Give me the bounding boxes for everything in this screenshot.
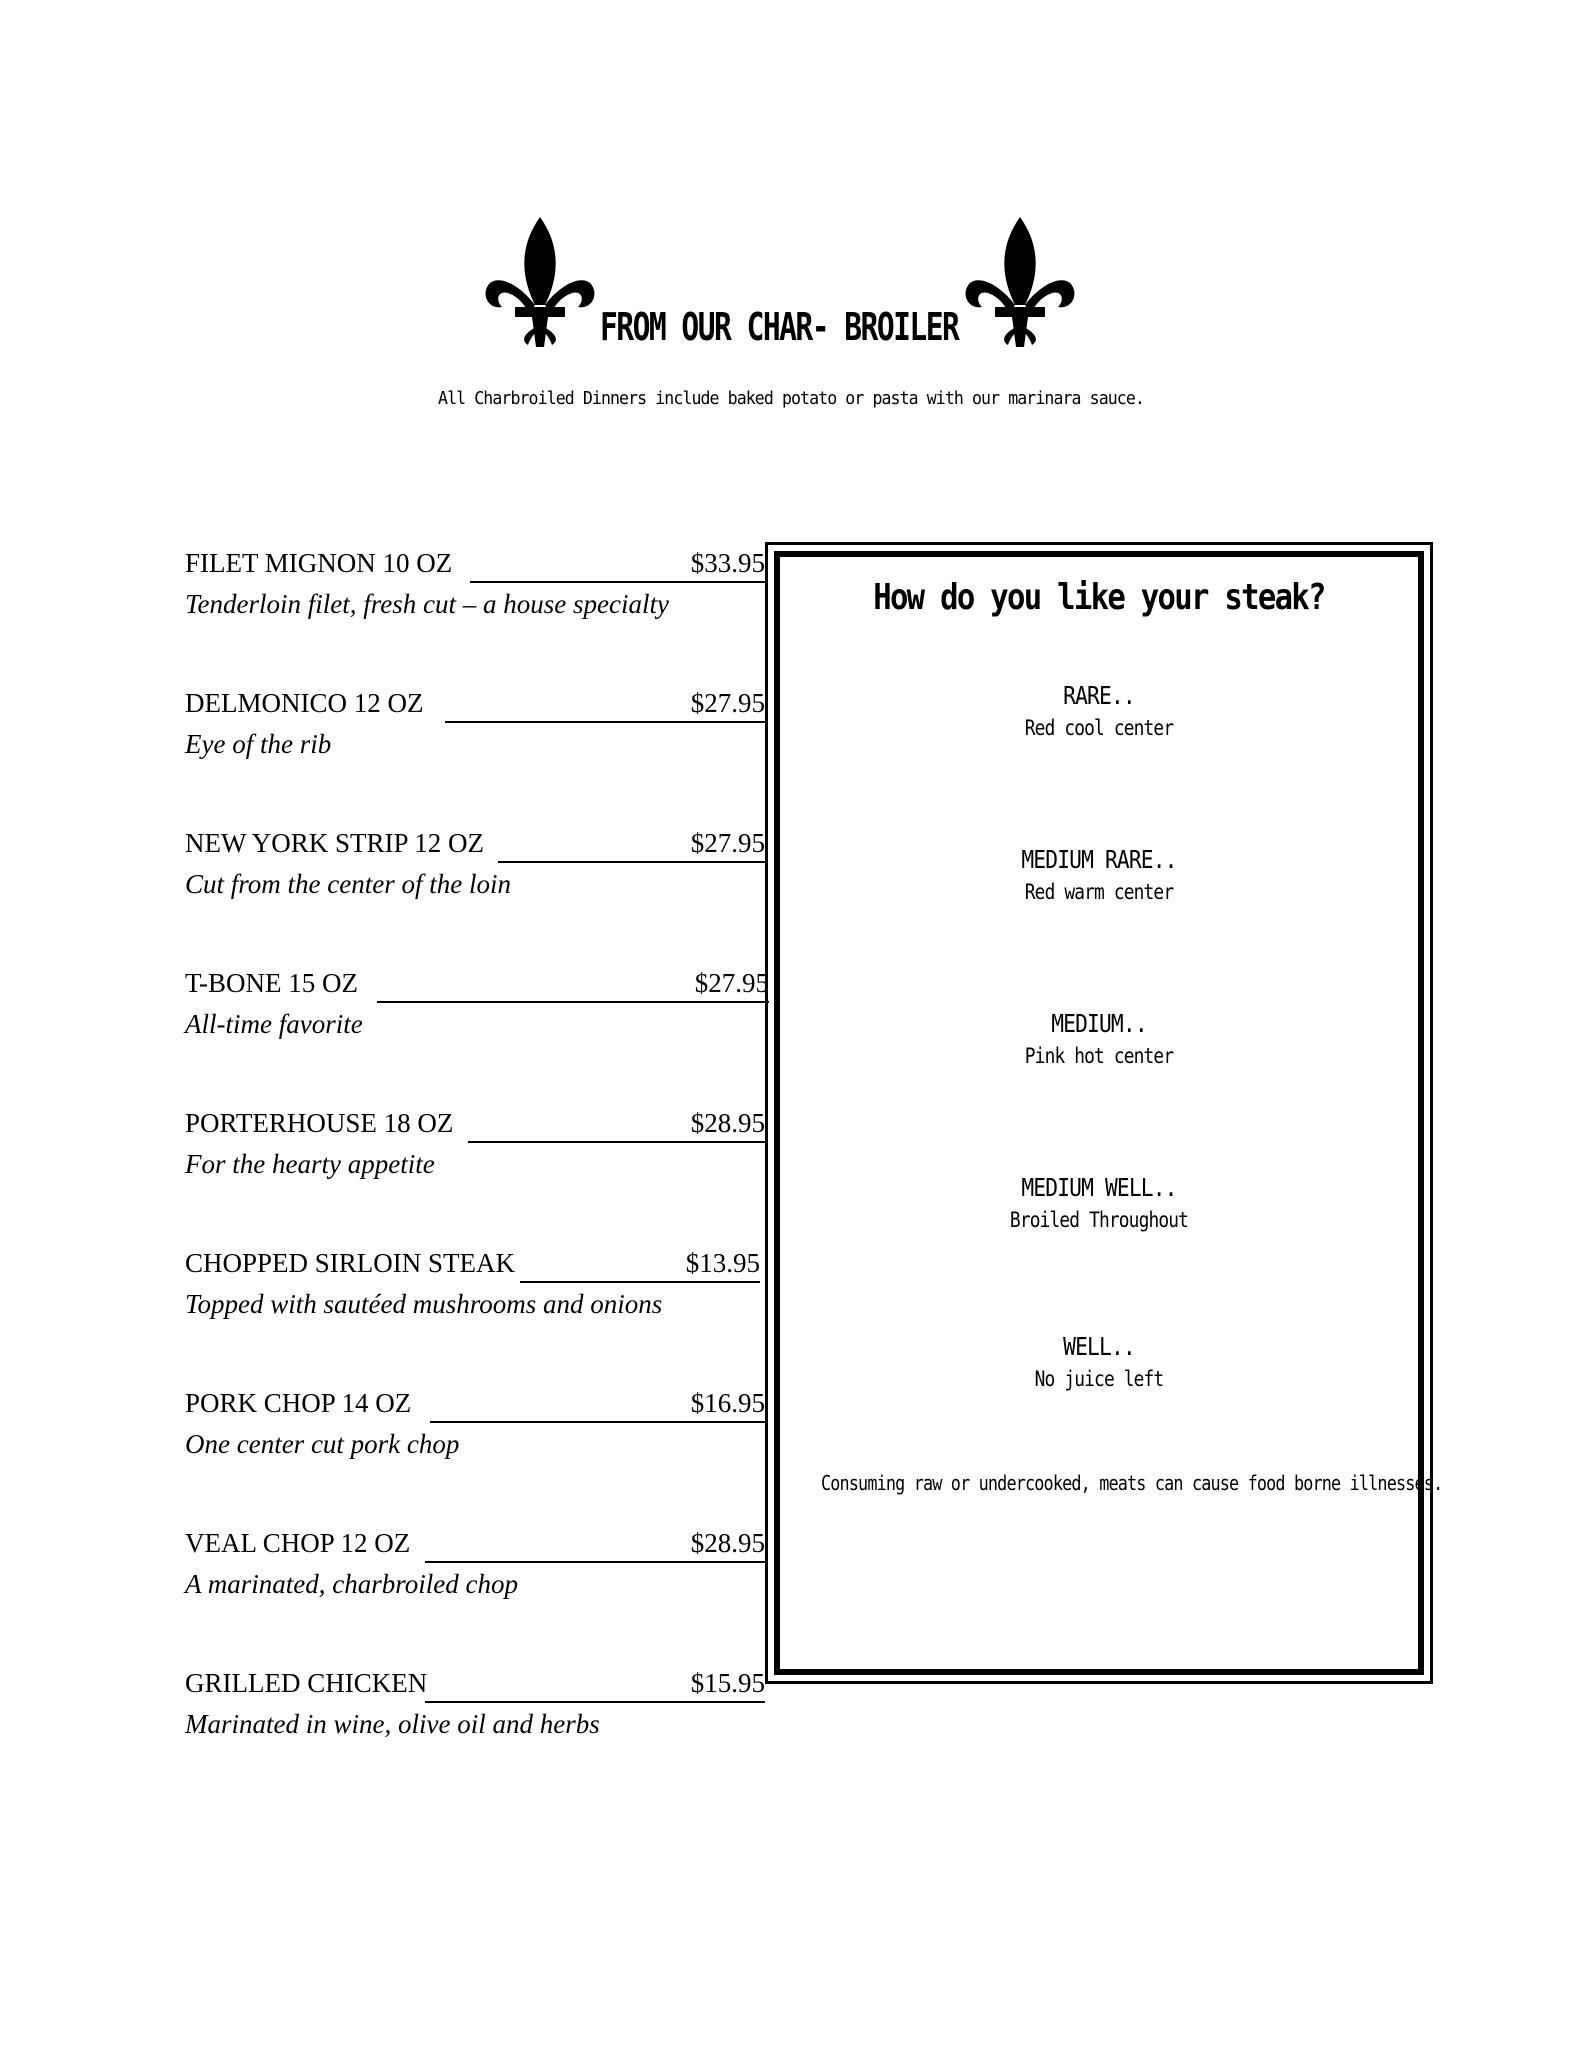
doneness-level [768,845,1430,904]
price-leader-line [468,1141,765,1143]
doneness-description: Red cool center [1024,716,1174,740]
item-description: One center cut pork chop [185,1429,460,1459]
doneness-level [768,681,1430,740]
doneness-level [768,1332,1430,1391]
item-description: Tenderloin filet, fresh cut – a house specialty [185,589,669,619]
item-price: $28.95 [690,1528,765,1558]
item-description: Cut from the center of the loin [185,869,511,899]
item-price: $27.95 [690,828,765,858]
menu-item [185,545,765,685]
page-title: FROM OUR CHAR- BROILER [600,305,959,349]
price-leader-line [520,1281,760,1283]
doneness-description: Pink hot center [1024,1044,1174,1068]
item-price: $13.95 [685,1248,760,1278]
price-leader-line [445,721,765,723]
item-name: CHOPPED SIRLOIN STEAK [185,1248,516,1278]
item-name: DELMONICO 12 OZ [185,688,424,718]
item-description: For the hearty appetite [185,1149,435,1179]
doneness-label: RARE.. [1063,681,1135,710]
item-price: $28.95 [690,1108,765,1138]
price-leader-line [430,1421,765,1423]
menu-item [185,685,765,825]
steak-doneness-guide [765,542,1443,1684]
item-price: $27.95 [690,688,765,718]
item-price: $15.95 [690,1668,765,1698]
item-name: NEW YORK STRIP 12 OZ [185,828,485,858]
item-name: VEAL CHOP 12 OZ [185,1528,411,1558]
price-leader-line [425,1561,765,1563]
item-name: PORK CHOP 14 OZ [185,1388,412,1418]
menu-item [185,965,769,1105]
price-leader-line [470,581,765,583]
item-name: GRILLED CHICKEN [185,1668,428,1698]
item-description: All-time favorite [185,1009,363,1039]
menu-item [185,1105,765,1245]
health-warning: Consuming raw or undercooked, meats can cause food borne illnesses. [820,1471,1443,1495]
item-name: T-BONE 15 OZ [185,968,358,998]
price-leader-line [377,1001,769,1003]
item-price: $16.95 [690,1388,765,1418]
item-description: Eye of the rib [185,729,332,759]
doneness-label: MEDIUM.. [1051,1009,1147,1038]
item-name: PORTERHOUSE 18 OZ [185,1108,454,1138]
menu-item [185,1385,765,1525]
menu-list [185,545,769,1805]
doneness-level [768,1173,1430,1232]
item-description: A marinated, charbroiled chop [185,1569,518,1599]
doneness-description: Broiled Throughout [1009,1208,1189,1232]
doneness-level [768,1009,1430,1068]
menu-item [185,1525,765,1665]
menu-item [185,1245,765,1385]
doneness-label: MEDIUM RARE.. [1021,845,1177,874]
guide-title: How do you like your steak? [873,577,1325,618]
item-name: FILET MIGNON 10 OZ [185,548,453,578]
fleur-de-lis-icon [480,215,600,350]
doneness-label: WELL.. [1063,1332,1135,1361]
item-price: $33.95 [690,548,765,578]
doneness-label: MEDIUM WELL.. [1021,1173,1177,1202]
menu-item [185,1665,765,1805]
item-description: Topped with sautéed mushrooms and onions [185,1289,663,1319]
doneness-description: Red warm center [1024,880,1174,904]
item-description: Marinated in wine, olive oil and herbs [185,1709,600,1739]
fleur-de-lis-icon [960,215,1080,350]
header [0,215,1582,415]
page-subtitle: All Charbroiled Dinners include baked potato or pasta with our marinara sauce. [438,388,1144,409]
item-price: $27.95 [694,968,769,998]
doneness-description: No juice left [1034,1367,1164,1391]
price-leader-line [498,861,765,863]
price-leader-line [425,1701,765,1703]
menu-item [185,825,765,965]
